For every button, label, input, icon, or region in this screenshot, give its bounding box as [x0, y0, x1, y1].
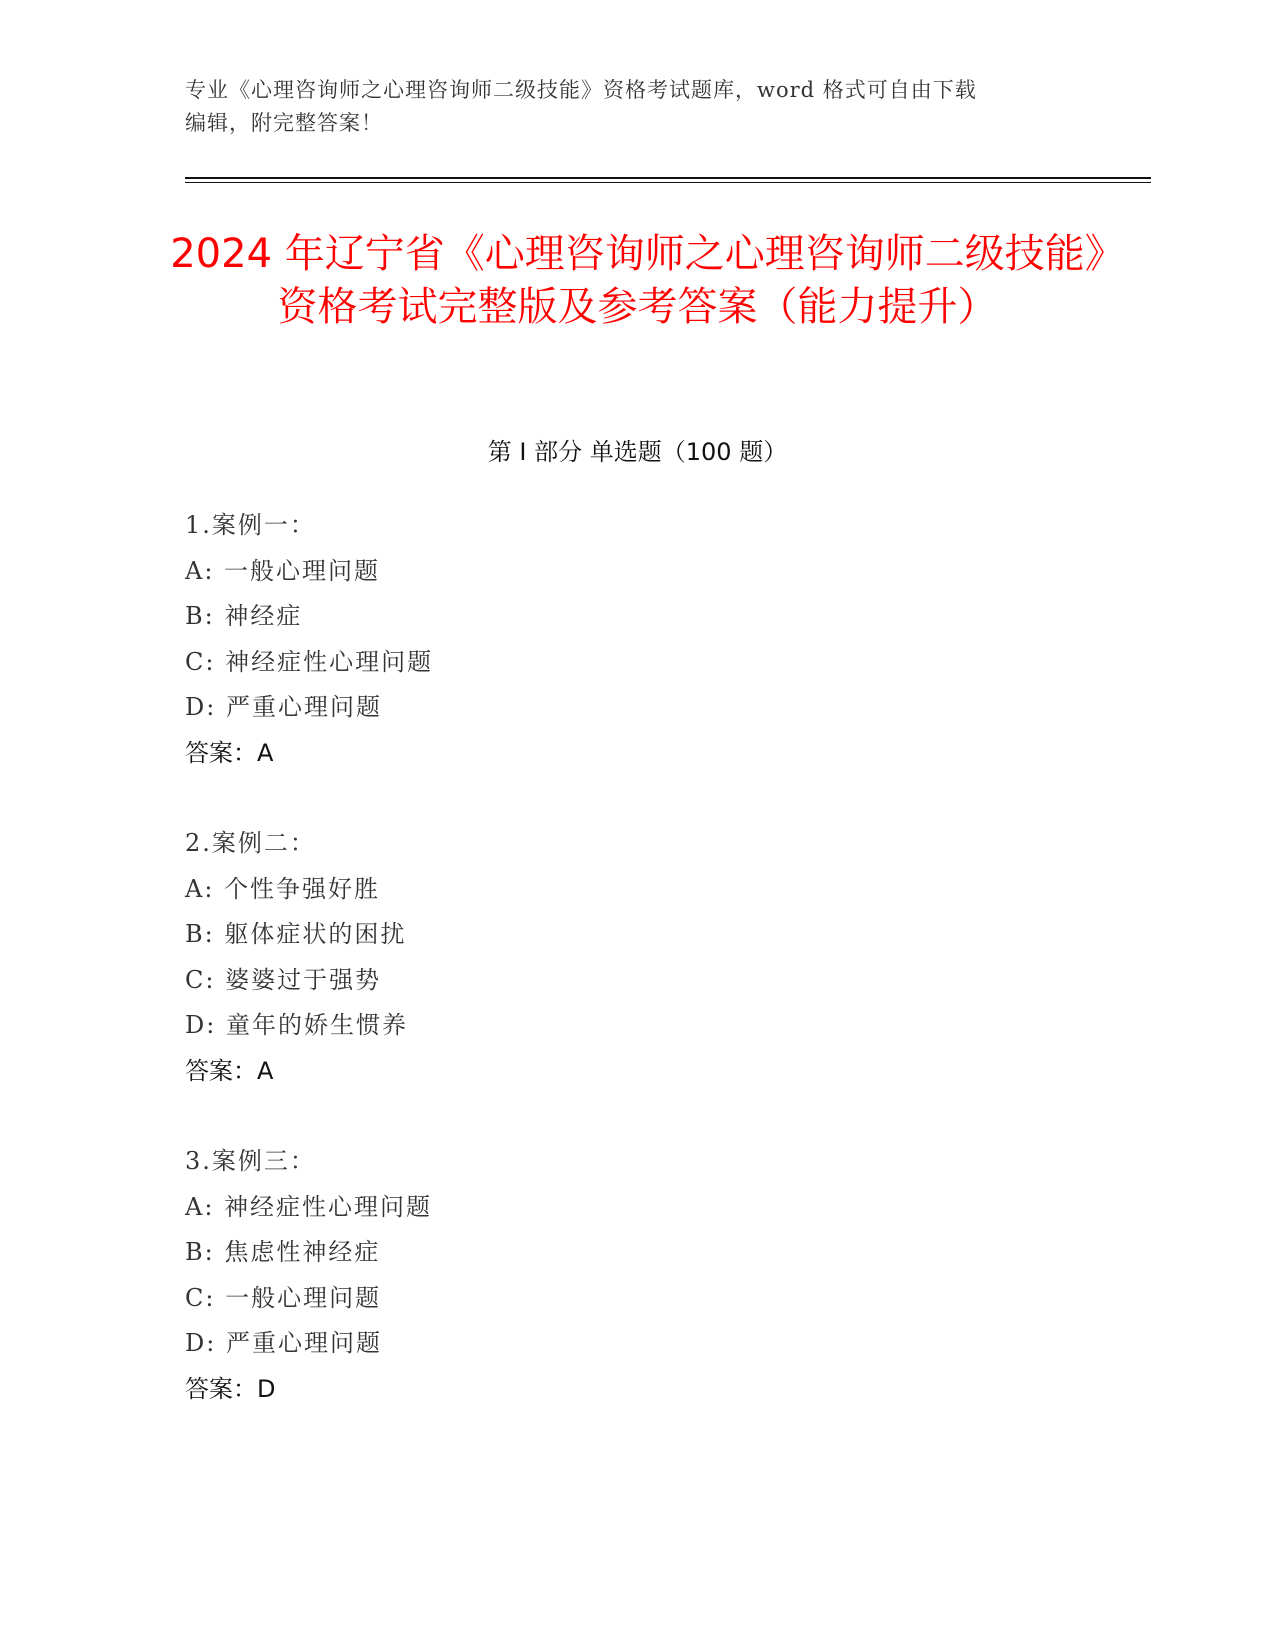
option-d	[185, 1321, 885, 1367]
question-block	[185, 1139, 885, 1412]
option-a	[185, 1185, 885, 1231]
option-text: 严重心理问题	[225, 693, 382, 721]
option-letter: B:	[185, 602, 215, 630]
answer-line: 答案：A	[185, 1056, 274, 1085]
option-letter: D:	[185, 1329, 217, 1357]
question-stem: 2.案例二：	[185, 829, 316, 857]
option-d	[185, 1003, 885, 1049]
document-title: 2024 年辽宁省《心理咨询师之心理咨询师二级技能》资格考试完整版及参考答案（能力提升）	[170, 231, 1105, 330]
option-text: 一般心理问题	[225, 1283, 382, 1312]
option-text: 神经症	[224, 602, 303, 630]
header-divider-thin	[185, 182, 1151, 183]
option-text: 个性争强好胜	[224, 874, 381, 903]
answer-line: 答案：D	[185, 1374, 276, 1403]
option-b	[185, 912, 885, 958]
option-text: 神经症性心理问题	[224, 1192, 433, 1221]
option-text: 一般心理问题	[224, 556, 381, 585]
question-stem: 1.案例一：	[185, 511, 316, 539]
option-letter: C:	[185, 965, 216, 994]
option-a	[185, 549, 885, 595]
option-text: 严重心理问题	[225, 1329, 382, 1357]
option-c	[185, 958, 885, 1004]
option-text: 焦虑性神经症	[224, 1238, 381, 1266]
option-a	[185, 867, 885, 913]
option-b	[185, 594, 885, 640]
question-stem: 3.案例三：	[185, 1147, 316, 1175]
option-letter: A:	[185, 874, 215, 903]
question-block	[185, 821, 885, 1094]
option-letter: D:	[185, 1011, 217, 1039]
option-letter: B:	[185, 920, 215, 948]
option-text: 神经症性心理问题	[225, 647, 434, 676]
header-note-line-2: 编辑，附完整答案！	[185, 111, 383, 135]
option-c	[185, 1276, 885, 1322]
header-note	[185, 74, 1065, 140]
header-note-line-1: 专业《心理咨询师之心理咨询师二级技能》资格考试题库，word 格式可自由下载	[185, 78, 977, 102]
option-letter: C:	[185, 647, 216, 676]
answer-line: 答案：A	[185, 738, 274, 767]
option-letter: C:	[185, 1283, 216, 1312]
option-letter: A:	[185, 1192, 215, 1221]
option-letter: D:	[185, 693, 217, 721]
option-c	[185, 640, 885, 686]
option-b	[185, 1230, 885, 1276]
question-block	[185, 503, 885, 776]
section-heading: 第 I 部分 单选题（100 题）	[487, 438, 788, 466]
header-divider-thick	[185, 177, 1151, 179]
option-letter: B:	[185, 1238, 215, 1266]
option-text: 童年的娇生惯养	[225, 1011, 408, 1039]
option-d	[185, 685, 885, 731]
option-letter: A:	[185, 556, 215, 585]
option-text: 婆婆过于强势	[225, 965, 382, 994]
option-text: 躯体症状的困扰	[224, 920, 407, 948]
